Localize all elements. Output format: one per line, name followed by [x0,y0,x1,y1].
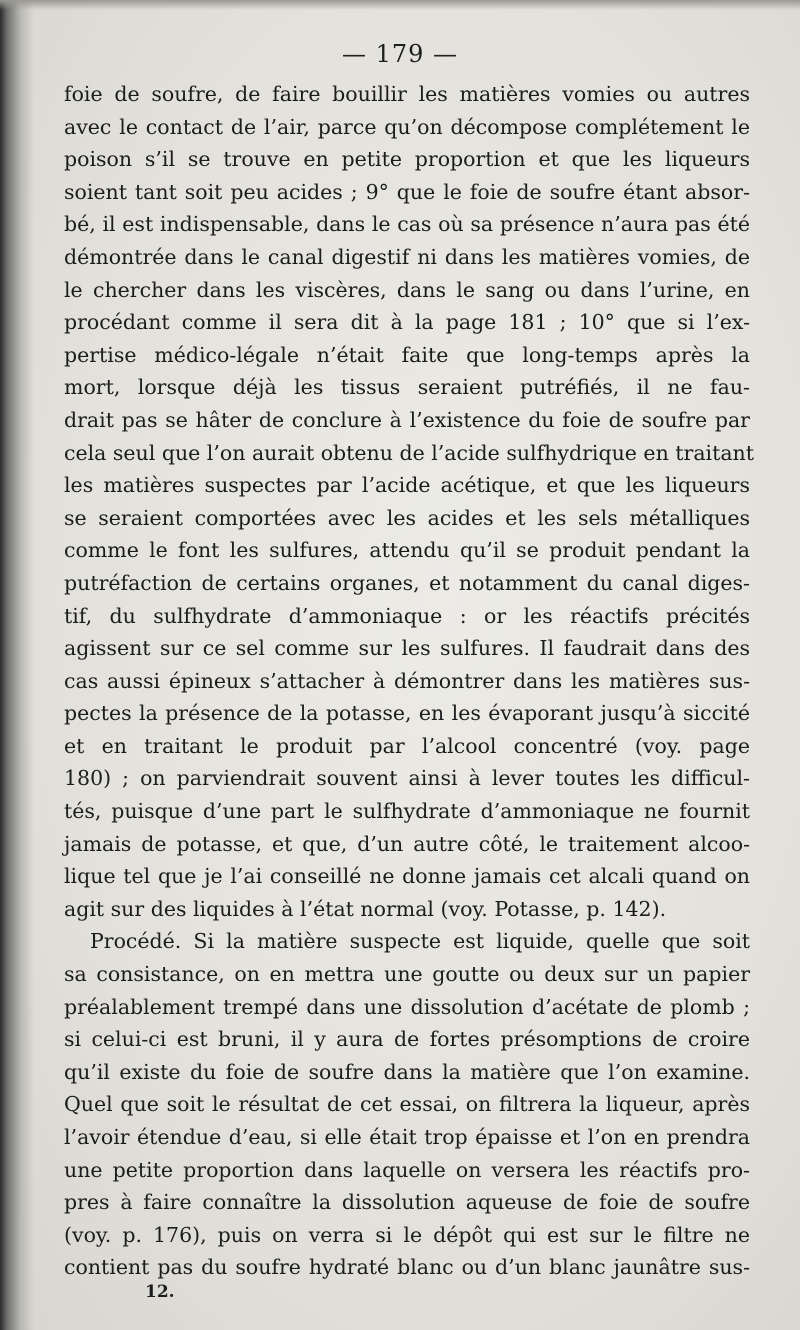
body-text [64,78,755,1284]
text-line: une petite proportion dans laquelle on versera les réactifs pro- [64,1157,750,1182]
text-line: drait pas se hâter de conclure à l’existence du foie de soufre par [64,407,750,432]
text-line: agissent sur ce sel comme sur les sulfures. Il faudrait dans des [64,636,750,661]
text-line: lique tel que je l’ai conseillé ne donne jamais cet alcali quand on [64,864,750,889]
text-line: (voy. p. 176), puis on verra si le dépôt qui est sur le filtre ne [64,1222,750,1247]
binding-shadow [0,0,34,1330]
text-line: sa consistance, on en mettra une goutte ou deux sur un papier [64,962,750,987]
text-line: pres à faire connaître la dissolution aqueuse de foie de soufre [64,1190,750,1215]
text-line: jamais de potasse, et que, d’un autre côté, le traitement alcoo- [64,831,750,856]
text-line: putréfaction de certains organes, et notamment du canal diges- [64,570,750,595]
text-line: mort, lorsque déjà les tissus seraient putréfiés, il ne fau- [64,375,750,400]
text-line: si celui-ci est bruni, il y aura de fortes présomptions de croire [64,1027,750,1052]
text-line: agit sur des liquides à l’état normal (voy. Potasse, p. 142). [64,896,667,921]
text-line: pectes la présence de la potasse, en les évaporant jusqu’à siccité [64,701,750,726]
text-line: poison s’il se trouve en petite proportion et que les liqueurs [64,147,750,172]
text-line: se seraient comportées avec les acides et les sels métalliques [64,505,750,530]
text-line: soient tant soit peu acides ; 9° que le foie de soufre étant absor- [64,179,750,204]
text-line: Quel que soit le résultat de cet essai, on filtrera la liqueur, après [64,1092,750,1117]
text-line: bé, il est indispensable, dans le cas où sa présence n’aura pas été [64,212,750,237]
text-line: cas aussi épineux s’attacher à démontrer dans les matières sus- [64,668,750,693]
text-line: qu’il existe du foie de soufre dans la matière que l’on examine. [64,1059,750,1084]
page-top-edge [0,0,800,10]
text-line: 180) ; on parviendrait souvent ainsi à lever toutes les difficul- [64,766,750,791]
signature-mark: 12. [145,1282,175,1302]
text-line: le chercher dans les viscères, dans le sang ou dans l’urine, en [64,277,750,302]
text-line: tif, du sulfhydrate d’ammoniaque : or les réactifs précités [64,603,750,628]
text-line: préalablement trempé dans une dissolution d’acétate de plomb ; [64,994,750,1019]
text-line: Procédé. Si la matière suspecte est liquide, quelle que soit [90,929,750,954]
text-line: les matières suspectes par l’acide acétique, et que les liqueurs [64,473,750,498]
text-line: démontrée dans le canal digestif ni dans les matières vomies, de [64,244,750,269]
text-line: avec le contact de l’air, parce qu’on décompose complétement le [64,114,750,139]
text-line: tés, puisque d’une part le sulfhydrate d’ammoniaque ne fournit [64,799,750,824]
text-line: contient pas du soufre hydraté blanc ou d’un blanc jaunâtre sus- [64,1255,750,1280]
text-line: l’avoir étendue d’eau, si elle était trop épaisse et l’on en prendra [64,1125,750,1149]
text-line: cela seul que l’on aurait obtenu de l’acide sulfhydrique en traitant [64,440,755,465]
text-line: procédant comme il sera dit à la page 181 ; 10° que si l’ex- [64,310,750,335]
text-line: et en traitant le produit par l’alcool concentré (voy. page [64,733,750,758]
text-line: comme le font les sulfures, attendu qu’il se produit pendant la [64,538,750,563]
text-line: foie de soufre, de faire bouillir les matières vomies ou autres [64,82,750,106]
text-line: pertise médico-légale n’était faite que long-temps après la [64,342,750,367]
page-number: — 179 — [341,40,459,68]
